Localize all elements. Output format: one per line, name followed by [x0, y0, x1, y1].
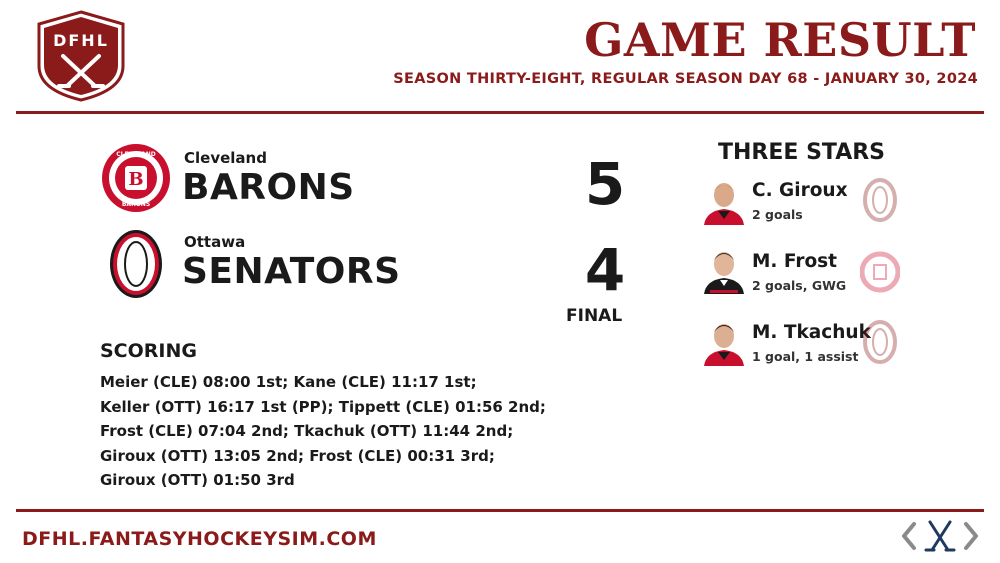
game-status: FINAL [566, 306, 623, 326]
footer-website-link[interactable]: DFHL.FANTASYHOCKEYSIM.COM [22, 528, 377, 550]
scoring-heading: SCORING [100, 340, 197, 362]
score-cleveland: 5 [584, 150, 626, 218]
star-player-detail: 2 goals, GWG [752, 278, 847, 293]
ottawa-senators-logo [100, 228, 172, 300]
page-title: GAME RESULT [584, 13, 976, 67]
cleveland-barons-logo [100, 142, 172, 214]
player-photo-frost [700, 246, 748, 294]
star-player-name: C. Giroux [752, 180, 848, 201]
header-divider [16, 111, 984, 114]
svg-text:DFHL: DFHL [53, 31, 109, 50]
scoring-line: Keller (OTT) 16:17 1st (PP); Tippett (CLE) 01:56 2nd; [100, 397, 546, 416]
star-player-detail: 1 goal, 1 assist [752, 349, 859, 364]
crossed-sticks-icon [900, 516, 980, 556]
scoring-summary [100, 370, 570, 493]
player-photo-tkachuk [700, 318, 748, 366]
game-date-subtitle: SEASON THIRTY-EIGHT, REGULAR SEASON DAY 68 - JANUARY 30, 2024 [393, 71, 978, 87]
dfhl-league-logo [33, 10, 129, 102]
scoring-line: Frost (CLE) 07:04 2nd; Tkachuk (OTT) 11:44 2nd; [100, 422, 514, 440]
team-city-cleveland: Cleveland [184, 149, 267, 167]
three-stars-heading: THREE STARS [718, 140, 886, 165]
ottawa-senators-logo [862, 320, 898, 364]
ottawa-senators-logo [862, 178, 898, 222]
team-city-ottawa: Ottawa [184, 233, 246, 251]
star-player-name: M. Tkachuk [752, 322, 871, 343]
score-ottawa: 4 [584, 236, 626, 304]
team-name-cleveland: BARONS [182, 167, 355, 208]
player-photo-giroux [700, 177, 748, 225]
scoring-line: Giroux (OTT) 13:05 2nd; Frost (CLE) 00:31 3rd; [100, 446, 495, 465]
scoring-line: Meier (CLE) 08:00 1st; Kane (CLE) 11:17 1st; [100, 373, 477, 391]
cleveland-barons-logo [860, 250, 900, 294]
svg-text:BARONS: BARONS [121, 201, 151, 208]
star-player-detail: 2 goals [752, 207, 803, 222]
team-name-ottawa: SENATORS [182, 251, 401, 292]
svg-text:B: B [128, 169, 144, 190]
scoring-line: Giroux (OTT) 01:50 3rd [100, 471, 295, 489]
svg-text:CLEVELAND: CLEVELAND [116, 151, 156, 158]
footer-divider [16, 509, 984, 512]
star-player-name: M. Frost [752, 251, 838, 272]
